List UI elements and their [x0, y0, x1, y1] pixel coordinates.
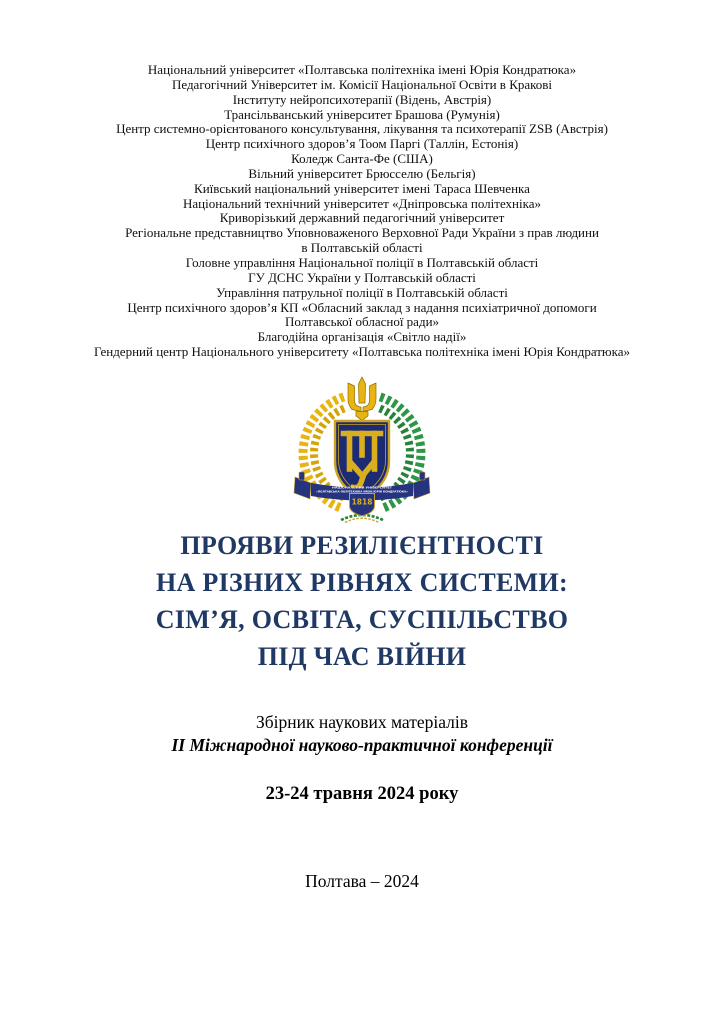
- institution-line: Центр психічного здоров’я Тоом Паргі (Таллін, Естонія): [205, 136, 519, 152]
- institution-line: Регіональне представництво Уповноваженого Верховної Ради України з прав людини: [125, 225, 599, 241]
- emblem-container: [0, 373, 724, 523]
- institution-line: Педагогічний Університет ім. Комісії Національної Освіти в Кракові: [171, 76, 553, 92]
- year-panel: [350, 493, 375, 516]
- institution-line: ГУ ДСНС України у Полтавській області: [248, 269, 476, 285]
- subtitle-block: [0, 711, 724, 757]
- subtitle-conference: ІІ Міжнародної науково-практичної конференції: [171, 734, 553, 755]
- trident-icon: [348, 377, 376, 421]
- institution-line: Гендерний центр Національного університету «Полтавська політехніка імені Юрія Кондратюка»: [93, 344, 631, 360]
- founding-year: 1818: [351, 497, 373, 507]
- conference-title-line: СІМ’Я, ОСВІТА, СУСПІЛЬСТВО: [155, 604, 569, 634]
- conference-title-line: ПРОЯВИ РЕЗИЛІЄНТНОСТІ: [180, 530, 544, 560]
- conference-title: [0, 527, 724, 675]
- university-emblem-icon: [286, 373, 438, 523]
- institution-list: [0, 63, 724, 360]
- conference-title-line: НА РІЗНИХ РІВНЯХ СИСТЕМИ:: [156, 567, 568, 597]
- conference-title-line: ПІД ЧАС ВІЙНИ: [257, 641, 467, 671]
- institution-line: Центр системно-орієнтованого консультування, лікування та психотерапії ZSB (Австрія): [116, 121, 608, 137]
- institution-line: Національний технічний університет «Дніпровська політехніка»: [182, 195, 542, 211]
- subtitle-collection: Збірник наукових матеріалів: [255, 711, 469, 732]
- institution-line: Київський національний університет імені Тараса Шевченка: [194, 180, 530, 196]
- institution-line: Інституту нейропсихотерапії (Відень, Австрія): [232, 91, 492, 107]
- institution-line: Благодійна організація «Світло надії»: [257, 329, 467, 345]
- institution-line: Трансільванський університет Брашова (Румунія): [224, 106, 500, 122]
- institution-line: Центр психічного здоров’я КП «Обласний заклад з надання психіатричної допомоги: [127, 299, 597, 315]
- ribbon-text-line2: «ПОЛТАВСЬКА ПОЛІТЕХНІКА ІМЕНІ ЮРІЯ КОНДРАТЮКА»: [316, 489, 409, 494]
- institution-line: Криворізький державний педагогічний університет: [219, 210, 505, 226]
- ribbon-text-line1: НАЦІОНАЛЬНИЙ УНІВЕРСИТЕТ: [332, 485, 385, 490]
- institution-line: в Полтавській області: [301, 240, 423, 256]
- institution-line: Вільний університет Брюсселю (Бельгія): [248, 165, 476, 181]
- institution-line: Коледж Санта-Фе (США): [291, 151, 433, 167]
- institution-line: Головне управління Національної поліції в Полтавській області: [185, 254, 539, 270]
- city-year: Полтава – 2024: [305, 870, 419, 891]
- institution-line: Управління патрульної поліції в Полтавській області: [216, 284, 508, 300]
- institution-line: Національний університет «Полтавська політехніка імені Юрія Кондратюка»: [147, 62, 577, 77]
- conference-date: 23-24 травня 2024 року: [265, 783, 459, 804]
- institution-line: Полтавської обласної ради»: [284, 314, 440, 330]
